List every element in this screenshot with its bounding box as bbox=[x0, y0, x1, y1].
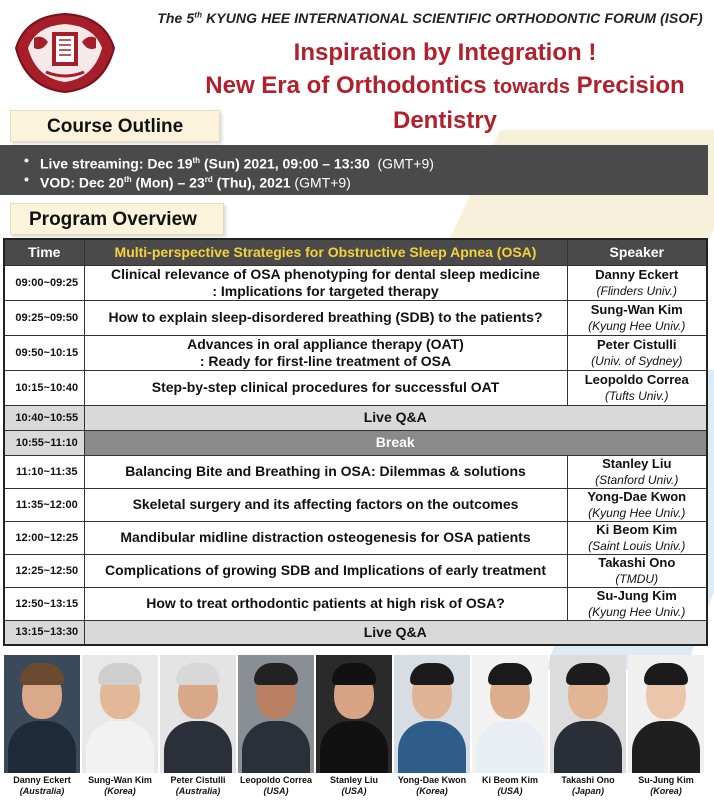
column-header-speaker: Speaker bbox=[567, 239, 707, 265]
speaker-card bbox=[549, 655, 627, 805]
speaker-card bbox=[159, 655, 237, 805]
break-label: Break bbox=[84, 430, 707, 455]
session-title: Advances in oral appliance therapy (OAT) : Ready for first-line treatment of OSA bbox=[84, 335, 567, 370]
table-row bbox=[4, 554, 707, 587]
speaker-name: Takashi Ono bbox=[561, 775, 615, 785]
table-row bbox=[4, 370, 707, 405]
session-title: How to explain sleep-disordered breathing (SDB) to the patients? bbox=[84, 300, 567, 335]
table-row bbox=[4, 335, 707, 370]
session-time: 09:50~10:15 bbox=[4, 335, 84, 370]
speaker-photo bbox=[472, 655, 548, 773]
session-speaker: Leopoldo Correa (Tufts Univ.) bbox=[567, 370, 707, 405]
table-row-break bbox=[4, 430, 707, 455]
speaker-card bbox=[237, 655, 315, 805]
program-table bbox=[3, 238, 708, 646]
speaker-photo-strip bbox=[3, 655, 709, 805]
speaker-name: Danny Eckert bbox=[13, 775, 71, 785]
speaker-name: Leopoldo Correa bbox=[239, 775, 312, 785]
speaker-country: (USA) bbox=[497, 786, 523, 796]
speaker-country: (Korea) bbox=[650, 786, 682, 796]
session-speaker: Sung-Wan Kim (Kyung Hee Univ.) bbox=[567, 300, 707, 335]
session-speaker: Stanley Liu (Stanford Univ.) bbox=[567, 455, 707, 488]
table-row bbox=[4, 488, 707, 521]
session-time: 09:25~09:50 bbox=[4, 300, 84, 335]
speaker-country: (Japan) bbox=[571, 786, 604, 796]
course-info-box bbox=[0, 145, 708, 195]
session-speaker: Ki Beom Kim (Saint Louis Univ.) bbox=[567, 521, 707, 554]
session-speaker: Su-Jung Kim (Kyung Hee Univ.) bbox=[567, 587, 707, 620]
title-line-1: Inspiration by Integration ! bbox=[293, 39, 597, 66]
vod-line: • VOD: Dec 20th (Mon) – 23rd (Thu), 2021 (GMT+9) bbox=[24, 170, 708, 189]
session-time: 10:40~10:55 bbox=[4, 405, 84, 430]
session-title: Mandibular midline distraction osteogenesis for OSA patients bbox=[84, 521, 567, 554]
session-speaker: Peter Cistulli (Univ. of Sydney) bbox=[567, 335, 707, 370]
title-line-2: New Era of Orthodontics towards Precision Dentistry bbox=[205, 72, 685, 134]
live-qa-label: Live Q&A bbox=[84, 620, 707, 645]
session-time: 11:35~12:00 bbox=[4, 488, 84, 521]
session-time: 12:25~12:50 bbox=[4, 554, 84, 587]
speaker-card bbox=[3, 655, 81, 805]
column-header-title: Multi-perspective Strategies for Obstructive Sleep Apnea (OSA) bbox=[84, 239, 567, 265]
session-speaker: Takashi Ono (TMDU) bbox=[567, 554, 707, 587]
forum-title: The 5th KYUNG HEE INTERNATIONAL SCIENTIFIC ORTHODONTIC FORUM (ISOF) bbox=[157, 10, 703, 26]
table-row bbox=[4, 455, 707, 488]
table-row bbox=[4, 587, 707, 620]
live-qa-label: Live Q&A bbox=[84, 405, 707, 430]
session-title: Balancing Bite and Breathing in OSA: Dilemmas & solutions bbox=[84, 455, 567, 488]
session-time: 12:50~13:15 bbox=[4, 587, 84, 620]
speaker-card bbox=[627, 655, 705, 805]
program-overview-heading: Program Overview bbox=[10, 203, 224, 235]
speaker-photo bbox=[316, 655, 392, 773]
speaker-name: Peter Cistulli bbox=[170, 775, 226, 785]
session-time: 13:15~13:30 bbox=[4, 620, 84, 645]
speaker-country: (Australia) bbox=[175, 786, 221, 796]
session-time: 11:10~11:35 bbox=[4, 455, 84, 488]
session-speaker: Yong-Dae Kwon (Kyung Hee Univ.) bbox=[567, 488, 707, 521]
speaker-photo bbox=[394, 655, 470, 773]
session-title: Clinical relevance of OSA phenotyping for dental sleep medicine : Implications for targeted therapy bbox=[84, 265, 567, 300]
speaker-photo bbox=[628, 655, 704, 773]
course-outline-heading: Course Outline bbox=[10, 110, 220, 142]
column-header-time: Time bbox=[4, 239, 84, 265]
speaker-name: Yong-Dae Kwon bbox=[397, 775, 467, 785]
table-row bbox=[4, 300, 707, 335]
table-row-qa bbox=[4, 405, 707, 430]
speaker-name: Su-Jung Kim bbox=[638, 775, 694, 785]
speaker-card bbox=[315, 655, 393, 805]
session-speaker: Danny Eckert (Flinders Univ.) bbox=[567, 265, 707, 300]
university-emblem-icon bbox=[6, 8, 124, 96]
speaker-name: Sung-Wan Kim bbox=[88, 775, 152, 785]
speaker-photo bbox=[82, 655, 158, 773]
speaker-photo bbox=[160, 655, 236, 773]
table-row bbox=[4, 521, 707, 554]
session-title: How to treat orthodontic patients at high risk of OSA? bbox=[84, 587, 567, 620]
speaker-country: (Korea) bbox=[416, 786, 448, 796]
session-title: Step-by-step clinical procedures for successful OAT bbox=[84, 370, 567, 405]
speaker-card bbox=[471, 655, 549, 805]
speaker-country: (USA) bbox=[341, 786, 367, 796]
session-time: 09:00~09:25 bbox=[4, 265, 84, 300]
speaker-country: (USA) bbox=[263, 786, 289, 796]
speaker-country: (Australia) bbox=[19, 786, 65, 796]
speaker-card bbox=[81, 655, 159, 805]
speaker-photo bbox=[4, 655, 80, 773]
session-time: 12:00~12:25 bbox=[4, 521, 84, 554]
main-title bbox=[180, 36, 710, 137]
session-title: Skeletal surgery and its affecting factors on the outcomes bbox=[84, 488, 567, 521]
session-time: 10:15~10:40 bbox=[4, 370, 84, 405]
table-row-qa bbox=[4, 620, 707, 645]
live-streaming-line: • Live streaming: Dec 19th (Sun) 2021, 09:00 – 13:30 (GMT+9) bbox=[24, 151, 708, 170]
speaker-name: Stanley Liu bbox=[329, 775, 378, 785]
speaker-photo bbox=[238, 655, 314, 773]
speaker-card bbox=[393, 655, 471, 805]
speaker-country: (Korea) bbox=[104, 786, 136, 796]
table-row bbox=[4, 265, 707, 300]
speaker-name: Ki Beom Kim bbox=[481, 775, 538, 785]
speaker-photo bbox=[550, 655, 626, 773]
session-time: 10:55~11:10 bbox=[4, 430, 84, 455]
session-title: Complications of growing SDB and Implications of early treatment bbox=[84, 554, 567, 587]
